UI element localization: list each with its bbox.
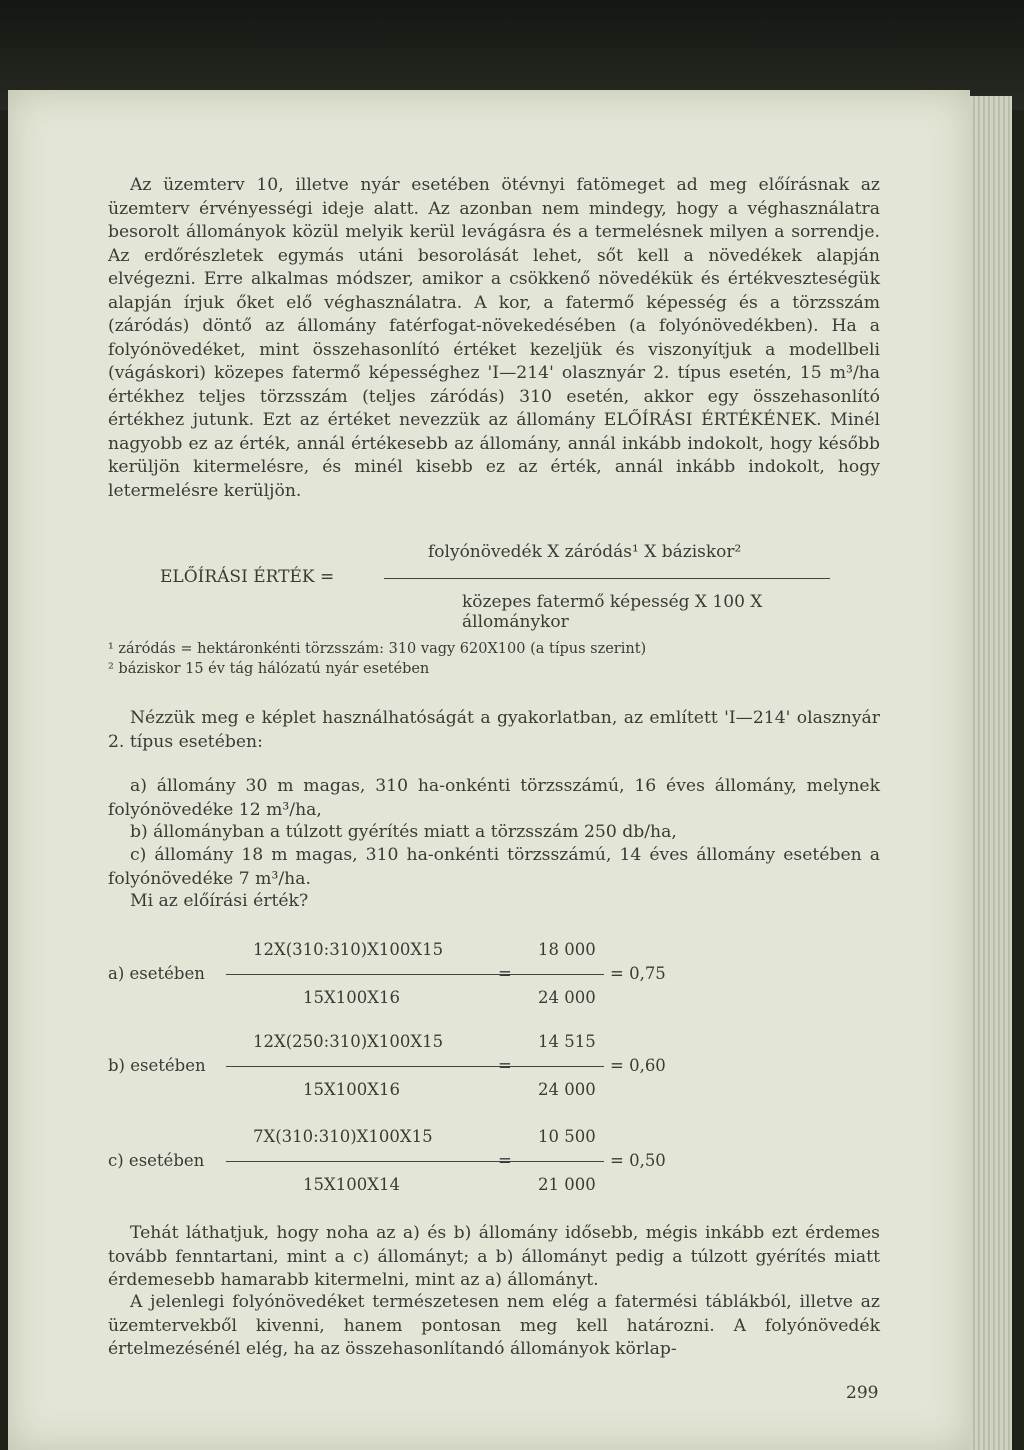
list-item-c: c) állomány 18 m magas, 310 ha-onkénti törzsszámú, 14 éves állomány esetében a folyónövedéke 7 m³/ha. bbox=[108, 845, 880, 889]
paragraph-intro: Az üzemterv 10, illetve nyár esetében ötévnyi fatömeget ad meg előírásnak az üzemterv érvényességi ideje alatt. Az azonban nem mindegy, hogy a véghasználatra besorolt állományok közül melyik kerül levágásra és a termelésnek milyen a sorrendje. Az erdőrészletek egymás utáni besorolását lehet, sőt kell a növedékek alapján elvégezni. Erre alkalmas módszer, amikor a csökkenő növedékük és értékveszteségük alapján írjuk őket elő véghasználatra. A kor, a fatermő képesség és a törzsszám (záródás) döntő az állomány fatérfogat-növekedésében (a folyónövedékben). Ha a folyónövedéket, mint összehasonlító értéket kezeljük és viszonyítjuk a modellbeli (vágáskori) közepes fatermő képességhez 'I—214' olasznyár 2. típus esetén, 15 m³/ha értékhez teljes törzsszám (teljes záródás) 310 esetén, akkor egy összehasonlító értékhez jutunk. Ezt az értéket nevezzük az állomány ELŐÍRÁSI ÉRTÉKÉNEK. Minél nagyobb ez az érték, annál értékesebb az állomány, annál inkább indokolt, hogy később kerüljön kitermelésre, és minél kisebb ez az érték, annál inkább indokolt, hogy letermelésre kerüljön. bbox=[108, 175, 880, 501]
calc-label: c) esetében bbox=[108, 1151, 205, 1170]
calc-label: a) esetében bbox=[108, 964, 205, 983]
question: Mi az előírási érték? bbox=[130, 891, 309, 911]
list-item-a: a) állomány 30 m magas, 310 ha-onkénti törzsszámú, 16 éves állomány, melynek folyónövedéke 12 m³/ha, bbox=[108, 776, 880, 820]
calc-denominator: 15X100X14 bbox=[303, 1175, 400, 1194]
calc-numerator: 12X(310:310)X100X15 bbox=[253, 940, 444, 959]
calc-equals: = bbox=[498, 964, 512, 983]
calc-result: = 0,75 bbox=[610, 964, 666, 983]
formula-numerator: folyónövedék X záródás¹ X báziskor² bbox=[428, 542, 742, 562]
calc-numerator: 12X(250:310)X100X15 bbox=[253, 1032, 444, 1051]
footnote-1: ¹ záródás = hektáronkénti törzsszám: 310 vagy 620X100 (a típus szerint) bbox=[108, 641, 647, 657]
fraction-bar bbox=[526, 974, 604, 975]
list-item-b: b) állományban a túlzott gyérítés miatt a törzsszám 250 db/ha, bbox=[130, 822, 677, 842]
formula-eloirasi-ertek bbox=[160, 540, 860, 632]
calc-denominator-value: 24 000 bbox=[538, 1080, 596, 1099]
formula-denominator: közepes fatermő képesség X 100 X állománykor bbox=[462, 592, 763, 632]
calculation-b bbox=[108, 1030, 688, 1106]
paragraph-conclusion: Tehát láthatjuk, hogy noha az a) és b) állomány idősebb, mégis inkább ezt érdemes tovább fenntartani, mint a c) állományt; a b) állományt pedig a túlzott gyérítés miatt érdemesebb hamarabb kitermelni, mint az a) állományt. bbox=[108, 1223, 880, 1290]
paragraph-continuation: A jelenlegi folyónövedéket természetesen nem elég a fatermési táblákból, illetve az üzemtervekből kivenni, hanem pontosan meg kell határozni. A folyónövedék értelmezésénél elég, ha az összehasonlítandó állományok körlap- bbox=[108, 1292, 880, 1359]
calc-numerator-value: 18 000 bbox=[538, 940, 596, 959]
calc-equals: = bbox=[498, 1151, 512, 1170]
calc-label: b) esetében bbox=[108, 1056, 206, 1075]
fraction-bar bbox=[384, 578, 830, 579]
fraction-bar bbox=[526, 1066, 604, 1067]
page-number: 299 bbox=[846, 1383, 879, 1403]
calc-denominator-value: 24 000 bbox=[538, 988, 596, 1007]
calc-denominator: 15X100X16 bbox=[303, 1080, 400, 1099]
calc-numerator-value: 14 515 bbox=[538, 1032, 596, 1051]
paragraph-example-intro: Nézzük meg e képlet használhatóságát a gyakorlatban, az említett 'I—214' olasznyár 2. típus esetében: bbox=[108, 708, 880, 752]
fraction-bar bbox=[526, 1161, 604, 1162]
calc-denominator-value: 21 000 bbox=[538, 1175, 596, 1194]
calc-numerator-value: 10 500 bbox=[538, 1127, 596, 1146]
formula-lhs: ELŐÍRÁSI ÉRTÉK = bbox=[160, 567, 335, 587]
calculation-c bbox=[108, 1125, 688, 1201]
calc-denominator: 15X100X16 bbox=[303, 988, 400, 1007]
calculation-a bbox=[108, 938, 688, 1014]
calc-equals: = bbox=[498, 1056, 512, 1075]
footnote-2: ² báziskor 15 év tág hálózatú nyár esetében bbox=[108, 661, 430, 677]
calc-result: = 0,60 bbox=[610, 1056, 666, 1075]
page-edges bbox=[970, 96, 1012, 1450]
calc-result: = 0,50 bbox=[610, 1151, 666, 1170]
calc-numerator: 7X(310:310)X100X15 bbox=[253, 1127, 433, 1146]
